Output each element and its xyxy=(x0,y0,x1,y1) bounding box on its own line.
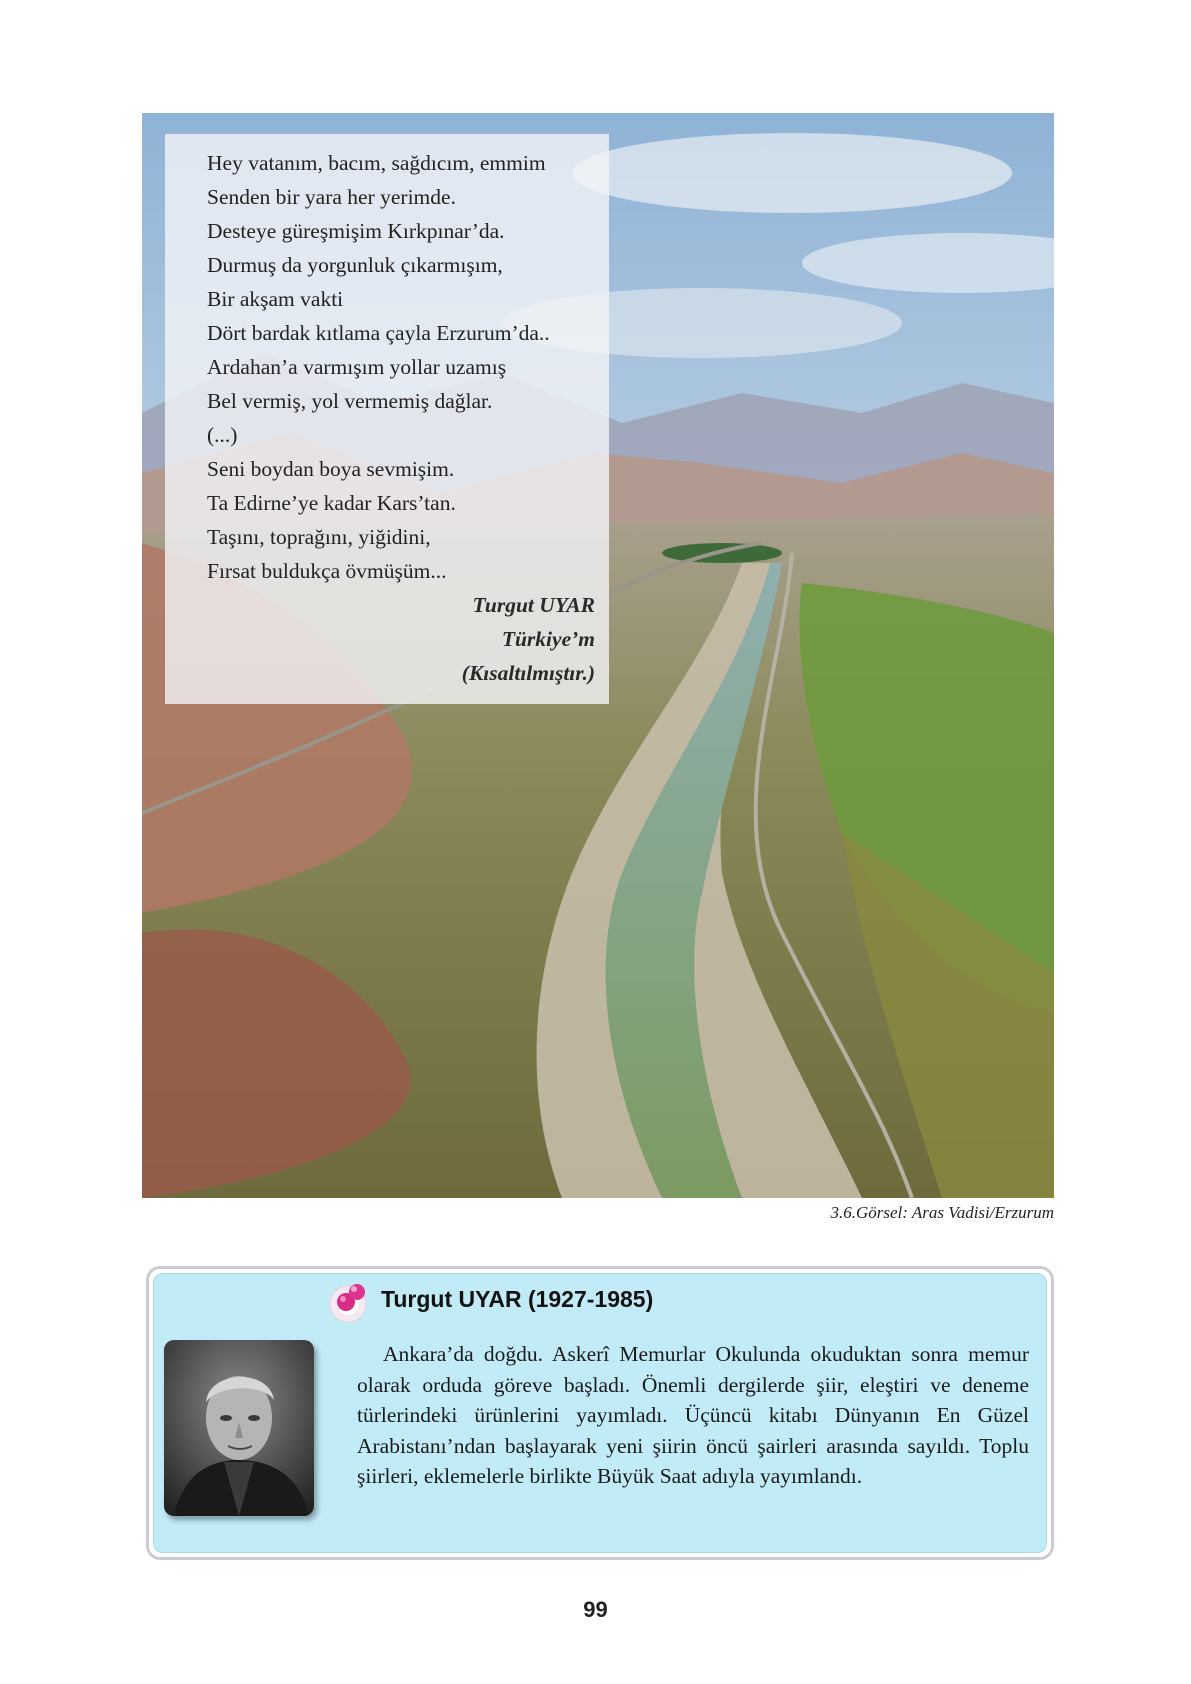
poem-line: Ta Edirne’ye kadar Kars’tan. xyxy=(207,491,456,515)
poem-line: Fırsat buldukça övmüşüm... xyxy=(207,559,447,583)
image-caption: 3.6.Görsel: Aras Vadisi/Erzurum xyxy=(830,1203,1054,1222)
biography-title: Turgut UYAR (1927-1985) xyxy=(381,1286,654,1312)
poem-box xyxy=(165,134,609,704)
poem-line: Bel vermiş, yol vermemiş dağlar. xyxy=(207,389,493,413)
author-photo xyxy=(164,1340,314,1516)
poem-line: Taşını, toprağını, yiğidini, xyxy=(207,525,431,549)
page-number: 99 xyxy=(583,1597,608,1622)
poem-line: Dört bardak kıtlama çayla Erzurum’da.. xyxy=(207,321,550,345)
poem-author: Turgut UYAR xyxy=(472,593,595,617)
poem-source: Türkiye’m xyxy=(501,627,595,651)
poem-line: Bir akşam vakti xyxy=(207,287,344,311)
poem-credit xyxy=(462,588,595,690)
poem-lines xyxy=(207,146,550,588)
poem-line: Ardahan’a varmışım yollar uzamış xyxy=(207,355,507,379)
poem-line: Hey vatanım, bacım, sağdıcım, emmim xyxy=(207,151,546,175)
author-portrait xyxy=(164,1340,314,1516)
poem-line: Durmuş da yorgunluk çıkarmışım, xyxy=(207,253,503,277)
biography-text: Ankara’da doğdu. Askerî Memurlar Okulunda okuduktan sonra memur olarak orduda göreve başladı. Önemli dergilerde şiir, eleştiri ve deneme türlerindeki ürünlerini yayımladı. Üçüncü kitabı Dünyanın En Güzel Arabistanı’ndan başlayarak yeni şiirin öncü şairleri arasında sayıldı. Toplu şiirleri, eklemelerle birlikte Büyük Saat adıyla yayımlandı. xyxy=(357,1342,1029,1488)
poem-line: Senden bir yara her yerimde. xyxy=(207,185,456,209)
poem-line: Seni boydan boya sevmişim. xyxy=(207,457,455,481)
poem-note: (Kısaltılmıştır.) xyxy=(461,661,595,685)
pushpin-icon xyxy=(326,1278,374,1326)
poem-line: (...) xyxy=(207,423,238,447)
poem-line: Desteye güreşmişim Kırkpınar’da. xyxy=(207,219,505,243)
